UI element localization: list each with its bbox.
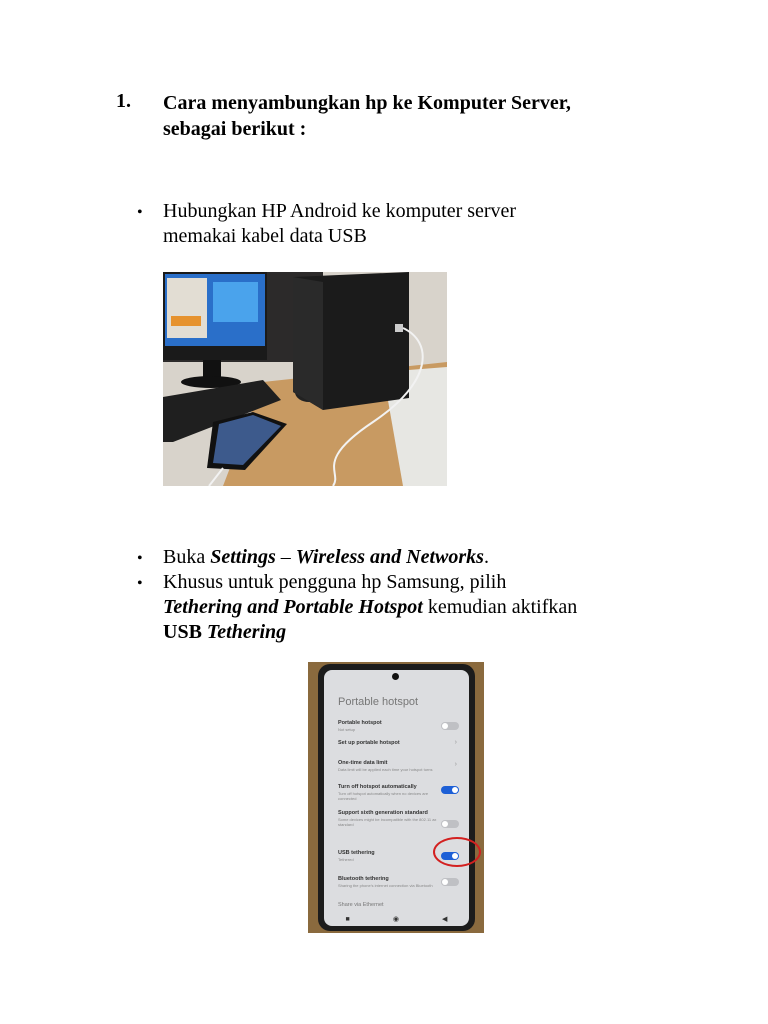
tethering-hotspot-term: Tethering and Portable Hotspot (163, 596, 423, 618)
row-usb-tethering[interactable] (338, 850, 442, 862)
home-icon[interactable]: ◉ (392, 916, 399, 923)
bluetooth-tethering-toggle[interactable] (441, 878, 459, 886)
row-share-ethernet[interactable] (338, 902, 442, 909)
step-connect-usb (163, 199, 703, 249)
list-number: 1. (116, 90, 131, 112)
screen-title: Portable hotspot (338, 696, 419, 708)
tethering-term: Tethering (206, 621, 287, 643)
row-title: Bluetooth tethering (338, 876, 389, 882)
step-samsung-tethering (163, 570, 703, 645)
navigation-bar (324, 912, 469, 926)
sixth-gen-toggle[interactable] (441, 820, 459, 828)
row-sub: Sharing the phone's internet connection via Bluetooth (338, 883, 433, 888)
step-line-2: memakai kabel data USB (163, 225, 367, 247)
row-portable-hotspot[interactable] (338, 720, 442, 732)
row-title: Share via Ethernet (338, 902, 384, 908)
row-set-up-hotspot[interactable] (338, 740, 442, 747)
row-title: Support sixth generation standard (338, 810, 428, 816)
row-title: One-time data limit (338, 760, 388, 766)
text: Buka (163, 546, 211, 568)
step-line-1: Khusus untuk pengguna hp Samsung, pilih (163, 571, 507, 593)
back-icon[interactable]: ◀ (442, 916, 448, 923)
step-line-3 (163, 620, 703, 645)
row-bluetooth-tethering[interactable] (338, 876, 442, 888)
chevron-right-icon: › (454, 761, 457, 768)
row-title: Set up portable hotspot (338, 740, 400, 746)
step-open-settings (163, 545, 703, 570)
portable-hotspot-toggle[interactable] (441, 722, 459, 730)
row-sub: Data limit will be applied each time your hotspot turns (338, 767, 433, 772)
bullet-symbol: • (137, 575, 143, 592)
section-heading (163, 90, 683, 142)
photo-computer-setup (163, 272, 447, 486)
camera-icon (392, 673, 399, 680)
step-line-2 (163, 595, 703, 620)
row-sixth-gen[interactable] (338, 810, 442, 827)
row-title: Turn off hotspot automatically (338, 784, 417, 790)
row-sub: Some devices might be incompatible with the 802.11 ax standard (338, 817, 437, 827)
highlight-circle (433, 837, 481, 867)
usb-term: USB (163, 621, 207, 643)
text: . (483, 546, 489, 568)
row-data-limit[interactable] (338, 760, 442, 772)
auto-off-toggle[interactable] (441, 786, 459, 794)
row-auto-off[interactable] (338, 784, 442, 801)
row-sub: Not setup (338, 727, 356, 732)
settings-term: Settings (210, 546, 276, 568)
row-sub: Turn off hotspot automatically when no devices are connected (338, 791, 429, 801)
photo-phone-hotspot-settings (308, 662, 484, 933)
row-sub: Tethered (338, 857, 354, 862)
phone-body (318, 664, 475, 931)
step-line-1: Hubungkan HP Android ke komputer server (163, 200, 517, 222)
bullet-symbol: • (137, 204, 143, 221)
heading-line-2: sebagai berikut : (163, 118, 307, 140)
row-title: USB tethering (338, 850, 375, 856)
heading-line-1: Cara menyambungkan hp ke Komputer Server, (163, 92, 571, 114)
bullet-symbol: • (137, 550, 143, 567)
text: – (275, 546, 296, 568)
wireless-networks-term: Wireless and Networks (295, 546, 484, 568)
row-title: Portable hotspot (338, 720, 382, 726)
recents-icon[interactable]: ■ (345, 915, 350, 923)
chevron-right-icon: › (454, 739, 457, 746)
phone-screen (324, 670, 469, 926)
text: kemudian aktifkan (422, 596, 578, 618)
